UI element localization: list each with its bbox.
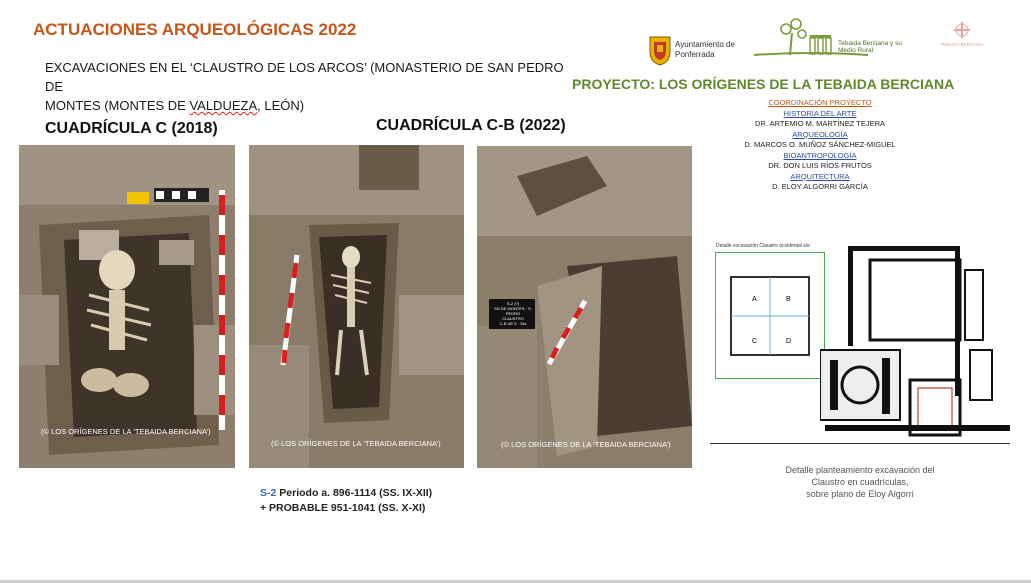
- burial-period: S-2 Periodo a. 896-1114 (SS. IX-XII): [260, 487, 433, 499]
- plan-caption-line: sobre plano de Eloy Algorri: [806, 489, 914, 499]
- quadrant-label: A: [752, 296, 757, 303]
- plan-caption-line: Claustro en cuadrículas,: [811, 477, 909, 487]
- burial-dating: [260, 486, 432, 516]
- excavation-sign: S-2 (?) SN DE MONTES · S. PEDRO CLAUSTRO C-B UE 0 · 15x: [494, 301, 532, 326]
- project-title: PROYECTO: LOS ORÍGENES DE LA TEBAIDA BERCIANA: [572, 76, 955, 92]
- excavation-photo-cb-1: [249, 145, 464, 468]
- credit-role: ARQUITECTURA: [790, 171, 850, 181]
- plan-caption-line: Detalle planteamiento excavación del: [785, 465, 935, 475]
- cuadricula-c-heading: CUADRÍCULA C (2018): [45, 120, 218, 137]
- tebaida-small-text: TEBAIDA BERCIANA: [940, 42, 984, 47]
- ayuntamiento-text: Ayuntamiento de Ponferrada: [675, 40, 735, 59]
- plan-caption: [750, 464, 970, 500]
- tebaida-logo-text: Tebaida Berciana y su Medio Rural: [838, 40, 902, 54]
- quadrant-label: B: [786, 296, 791, 303]
- photo-caption: (© LOS ORÍGENES DE LA ‘TEBAIDA BERCIANA’): [41, 427, 211, 436]
- tebaida-logo: [750, 15, 910, 63]
- monastery-floor-plan: [820, 240, 1010, 445]
- credit-role: ARQUEOLOGÍA: [792, 129, 848, 139]
- subtitle-line-1: EXCAVACIONES EN EL ‘CLAUSTRO DE LOS ARCOS’ (MONASTERIO DE SAN PEDRO DE: [45, 60, 564, 94]
- page-title: ACTUACIONES ARQUEOLÓGICAS 2022: [33, 20, 357, 39]
- photo-caption: (© LOS ORÍGENES DE LA ‘TEBAIDA BERCIANA’): [501, 440, 671, 449]
- excavation-subtitle: [45, 58, 565, 115]
- photo-caption: (© LOS ORÍGENES DE LA ‘TEBAIDA BERCIANA’): [271, 439, 441, 448]
- coat-of-arms-icon: [648, 34, 672, 66]
- burial-probable: + PROBABLE 951-1041 (SS. X-XI): [260, 502, 426, 514]
- plan-baseline: [710, 443, 1010, 444]
- tebaida-small-logo: [942, 20, 982, 52]
- cross-emblem-icon: [942, 20, 982, 40]
- ayuntamiento-logo: [648, 34, 738, 68]
- credit-name: D. ELOY ALGORRI GARCÍA: [772, 182, 868, 191]
- subtitle-line-2: MONTES (MONTES DE VALDUEZA, LEÓN): [45, 98, 305, 113]
- credit-role: BIOANTROPOLOGÍA: [783, 150, 857, 160]
- site-plan-drawing: [710, 240, 1010, 445]
- credit-role: COORDINACIÓN PROYECTO: [768, 98, 872, 107]
- skeleton-photo-c-image: [19, 145, 235, 468]
- credit-name: D. MARCOS O. MUÑOZ SÁNCHEZ-MIGUEL: [744, 140, 896, 149]
- excavation-photo-c: [19, 145, 235, 468]
- credit-name: DR. ARTEMIO M. MARTÍNEZ TEJERA: [754, 119, 886, 128]
- skeleton-photo-cb-image: [249, 145, 464, 468]
- cuadricula-cb-heading: CUADRÍCULA C-B (2022): [376, 117, 566, 134]
- credit-name: DR. DON LUIS RÍOS FRUTOS: [768, 161, 872, 170]
- quadrant-label: C: [752, 338, 758, 345]
- quadrant-label: D: [786, 338, 792, 345]
- credit-role: HISTORIA DEL ARTE: [783, 108, 857, 118]
- plan-inset-frame: [715, 252, 825, 379]
- excavation-photo-cb-2: [477, 146, 692, 468]
- project-credits: [700, 98, 940, 193]
- plan-inset-title: Detalle excavación Claustro occidental s/e: [716, 243, 810, 249]
- tebaida-tree-icon: [750, 15, 910, 63]
